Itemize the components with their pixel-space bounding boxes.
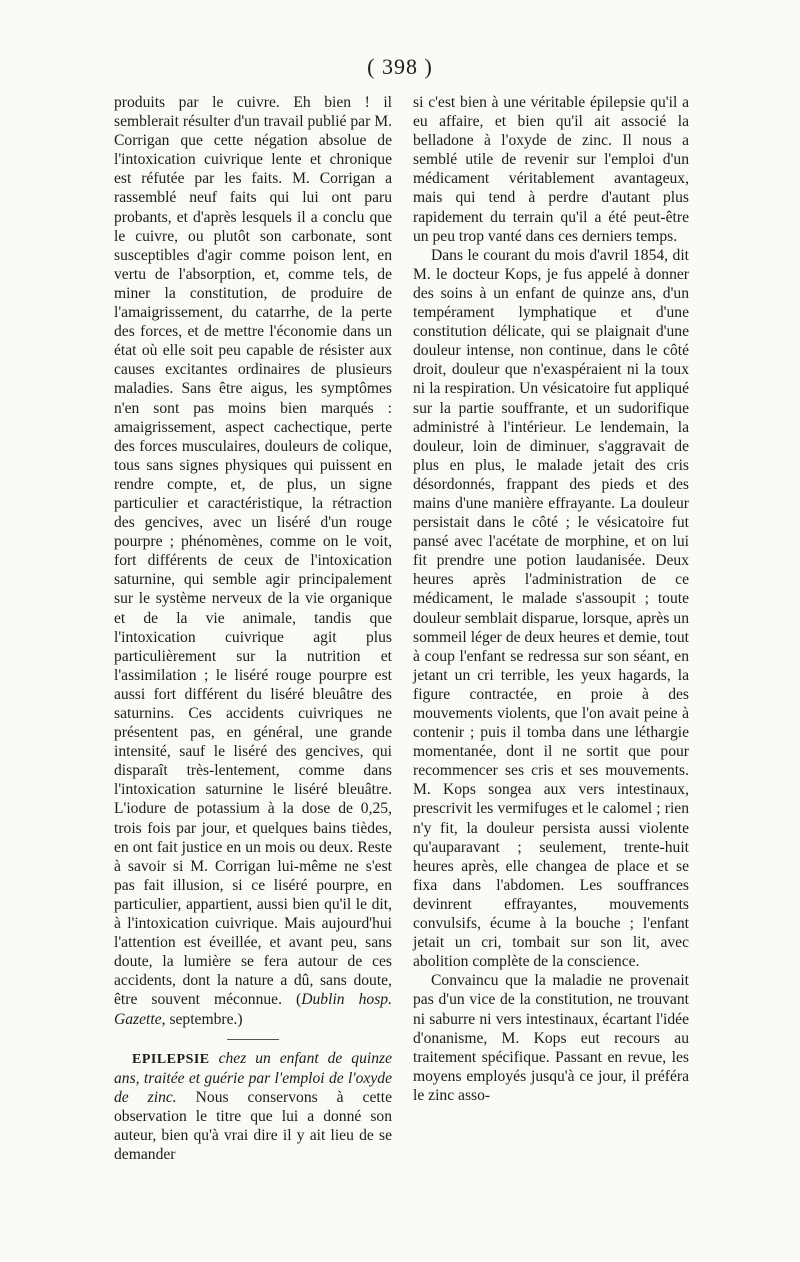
left-paragraph-1: [114, 93, 392, 1029]
right-paragraph-2: Dans le courant du mois d'avril 1854, dit M. le docteur Kops, je fus appelé à donner des soins à un enfant de quinze ans, d'un tempérament lymphatique et d'une constitution délicate, qui se plaignait d'une douleur intense, non continue, dans le côté droit, douleur que n'exaspéraient ni la toux ni la respiration. Un vésicatoire fut appliqué sur la partie souffrante, et un sudorifique administré à l'intérieur. Le lendemain, la douleur, loin de diminuer, s'aggravait de plus en plus, le malade jetait des cris désordonnés, frappant des pieds et des mains d'une manière effrayante. La douleur persistait dans le côté ; le vésicatoire fut pansé avec l'acétate de morphine, et on lui fit prendre une potion laudanisée. Deux heures après l'administration de ce médicament, le malade s'assoupit ; toute douleur semblait disparue, lorsque, après un sommeil léger de deux heures et demie, tout à coup l'enfant se redressa sur son séant, en jetant un cri terrible, les yeux hagards, la figure contractée, en proie à des mouvements violents, que l'on avait peine à contenir ; puis il tomba dans une léthargie momentanée, dont il ne sortit que pour recommencer ses cris et ses mouvements. M. Kops songea aux vers intestinaux, prescrivit les vermifuges et le calomel ; rien n'y fit, la douleur persista aussi violente qu'auparavant ; seulement, trente-huit heures après, elle changea de place et se fixa dans l'abdomen. Les souffrances devinrent effrayantes, mouvements convulsifs, écume à la bouche ; l'enfant jetait un cri, tombait sur son lit, avec abolition complète de la conscience.: [413, 246, 689, 971]
source-citation: Dublin hosp. Gazette: [114, 991, 392, 1028]
left-paragraph-2: Nous conservons à cette observation le titre que lui a donné son auteur, bien qu'à vrai dire il y ait lieu de se demander: [114, 1088, 392, 1164]
left-column: [114, 93, 392, 1164]
page-number: ( 398 ): [367, 54, 433, 79]
left-paragraph-1-end: , septembre.): [161, 1010, 243, 1028]
section-title: EPILEPSIE: [132, 1051, 210, 1067]
section-divider: [227, 1039, 279, 1040]
right-paragraph-3: Convaincu que la maladie ne provenait pas d'un vice de la constitution, ne trouvant ni saburre ni vers intestinaux, écartant l'idée d'onanisme, M. Kops eut recours au traitement spécifique. Passant en revue, les moyens employés jusqu'à ce jour, il préféra le zinc asso-: [413, 972, 689, 1104]
right-paragraph-1: si c'est bien à une véritable épilepsie qu'il a eu affaire, et bien qu'il ait associé la belladone à l'oxyde de zinc. Il nous a semblé utile de revenir sur l'emploi d'un médicament véritablement avantageux, mais qui tend à perdre d'autant plus rapidement du terrain qu'il a été peut-être un peu trop vanté dans ces derniers temps.: [413, 94, 689, 245]
right-column: [413, 93, 689, 1105]
epilepsie-paragraph: [114, 1049, 392, 1165]
section-subtitle: chez un enfant de quinze ans, traitée et guérie par l'emploi de l'oxyde de zinc.: [114, 1049, 392, 1106]
left-paragraph-1-text: produits par le cuivre. Eh bien ! il semblerait résulter d'un travail publié par M. Corrigan que cette négation absolue de l'intoxication cuivrique lente et chronique est réfutée par les faits. M. Corrigan a rassemblé neuf faits qui lui ont paru probants, et d'après lesquels il a conclu que le cuivre, ou plutôt son carbonate, sont susceptibles d'agir comme poison lent, en vertu de l'absorption, et, comme tels, de miner la constitution, de produire de l'amaigrissement, du catarrhe, de la perte des forces, et de mettre l'économie dans un état où elle soit peu capable de résister aux causes excitantes ordinaires de plusieurs maladies. Sans être aigus, les symptômes n'en sont pas moins bien marqués : amaigrissement, aspect cachectique, perte des forces musculaires, douleurs de colique, tous sans signes physiques qui puissent en rendre compte, et, de plus, un signe particulier et caractéristique, la rétraction des gencives, avec un liséré d'un rouge pourpre ; phénomènes, comme on le voit, fort différents de ceux de l'intoxication saturnine, qui semble agir principalement sur le système nerveux de la vie organique et de la vie animale, tandis que l'intoxication cuivrique agit plus particulièrement sur la nutrition et l'assimilation ; le liséré rouge pourpre est aussi fort différent du liséré bleuâtre des saturnins. Ces accidents cuivriques ne présentent pas, en général, une grande intensité, sauf le liséré des gencives, qui disparaît très-lentement, comme dans l'intoxication saturnine le liséré bleuâtre. L'iodure de potassium à la dose de 0,25, trois fois par jour, et quelques bains tièdes, en ont fait justice en un mois ou deux. Reste à savoir si M. Corrigan lui-même ne s'est pas fait illusion, si ce liséré pourpre, en particulier, appartient, aussi bien qu'il le dit, à l'intoxication cuivrique. Mais aujourd'hui l'attention est éveillée, et avant peu, sans doute, la lumière se fera autour de ces accidents, dont la nature a dû, sans doute, être souvent méconnue. (: [114, 94, 392, 1009]
